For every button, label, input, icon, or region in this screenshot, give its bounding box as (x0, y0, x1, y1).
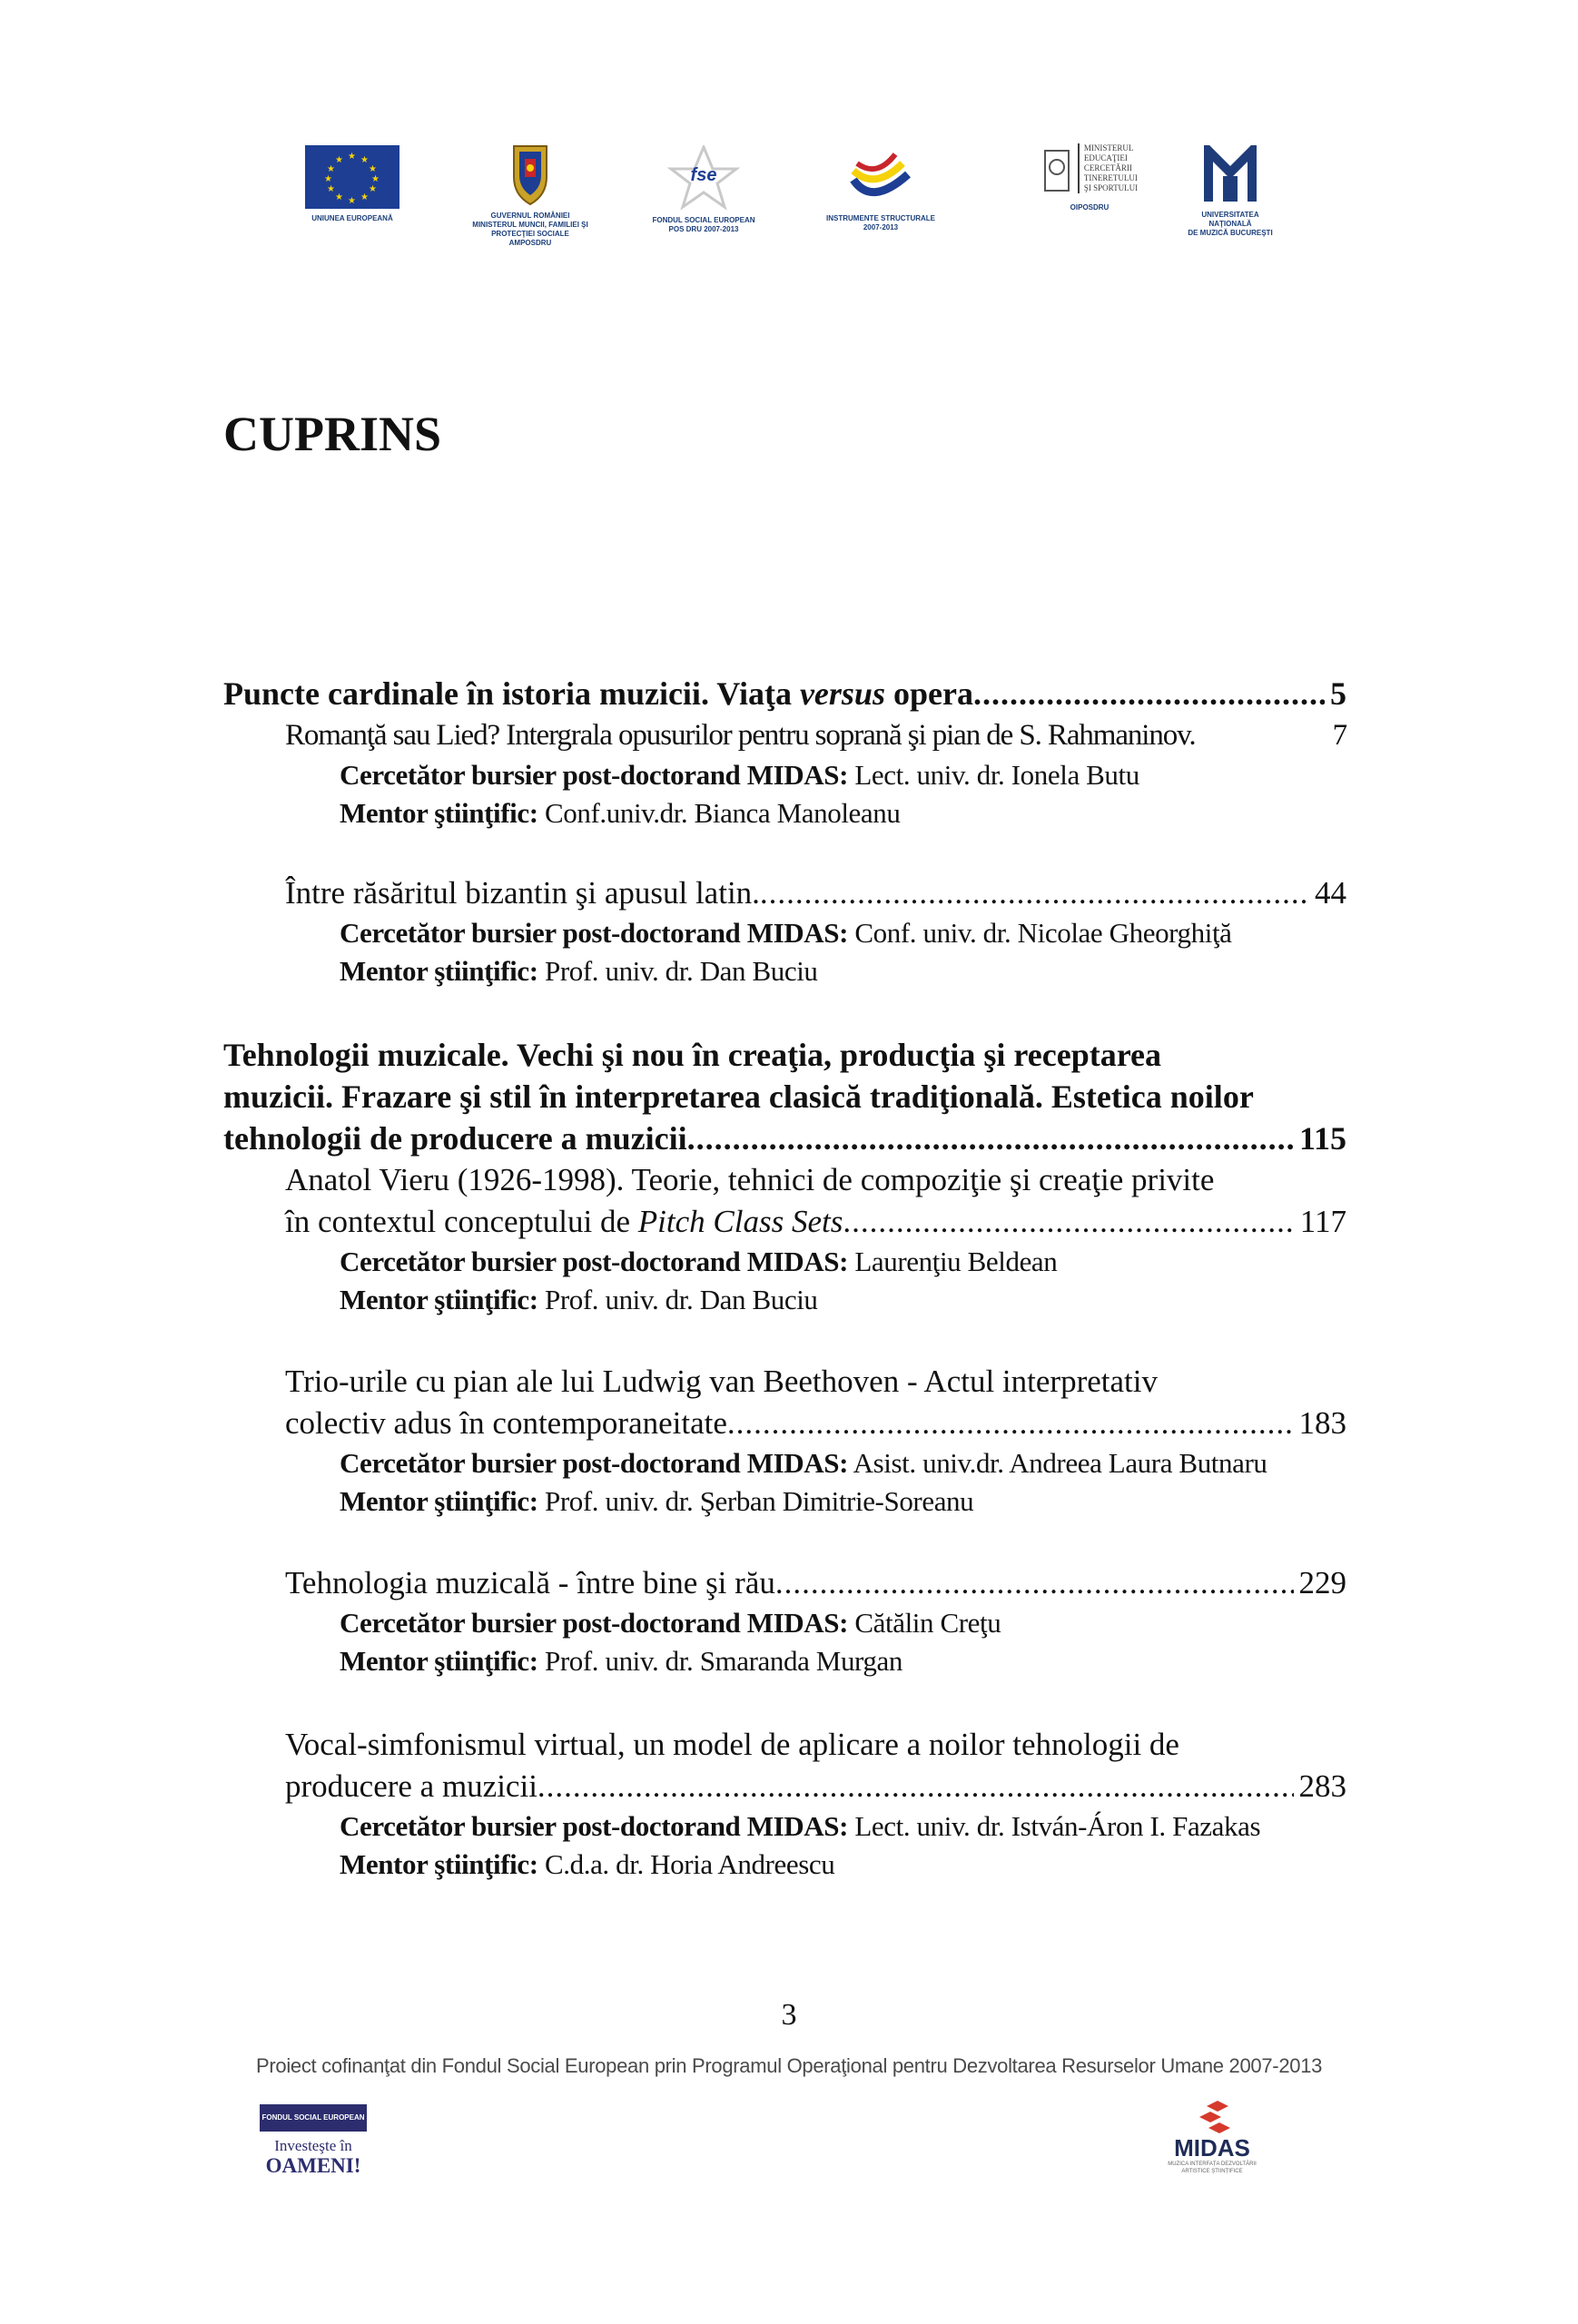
toc-leader-dots (538, 1767, 1294, 1807)
toc-entry-title: colectiv adus în contemporaneitate (285, 1405, 727, 1441)
ministry-education-logo-icon (1041, 143, 1072, 198)
toc-page-number: 183 (1298, 1405, 1346, 1441)
researcher-name: Lect. univ. dr. István-Áron I. Fazakas (848, 1810, 1261, 1842)
toc-leader-dots (727, 1403, 1294, 1443)
logo-caption: UNIUNEA EUROPEANĂ (311, 214, 393, 222)
fse-badge-line: Investeşte în (274, 2137, 352, 2154)
toc-mentor (340, 1643, 902, 1679)
toc-researcher (340, 757, 1139, 793)
toc-section-text: opera (884, 675, 973, 712)
toc-entry[interactable] (285, 1563, 1346, 1603)
toc-section-heading[interactable] (223, 1118, 1346, 1158)
logo-caption-line: 2007-2013 (863, 223, 899, 231)
logo-caption-line: GUVERNUL ROMÂNIEI (490, 212, 570, 220)
ministry-text-line: MINISTERUL (1083, 143, 1134, 153)
logo-eu (298, 145, 407, 223)
toc-entry[interactable] (285, 715, 1346, 755)
logo-fse (636, 145, 772, 234)
logo-caption-line: POS DRU 2007-2013 (668, 225, 739, 233)
fse-badge-line: OAMENI! (265, 2154, 361, 2177)
mentor-label: Mentor ştiinţific: (340, 797, 538, 829)
toc-leader-dots (973, 674, 1325, 714)
ministry-text-line: EDUCAŢIEI (1083, 153, 1128, 162)
toc-entry-title-line[interactable]: Vocal-simfonismul virtual, un model de aplicare a noilor tehnologii de (285, 1727, 1179, 1762)
toc-page-number: 5 (1330, 675, 1346, 712)
mentor-label: Mentor ştiinţific: (340, 1645, 538, 1677)
toc-researcher (340, 1808, 1260, 1845)
logo-caption-line: MINISTERUL MUNCII, FAMILIEI ŞI (472, 221, 588, 229)
toc-entry-title-line[interactable]: Trio-urile cu pian ale lui Ludwig van Beethoven - Actul interpretativ (285, 1364, 1158, 1399)
researcher-label: Cercetător bursier post-doctorand MIDAS: (340, 1246, 849, 1277)
midas-mark-icon (1185, 2099, 1239, 2135)
toc-entry-title: Tehnologia muzicală - între bine şi rău (285, 1565, 775, 1600)
mentor-name: C.d.a. dr. Horia Andreescu (538, 1848, 835, 1880)
mentor-label: Mentor ştiinţific: (340, 1848, 538, 1880)
midas-logo (1162, 2099, 1262, 2175)
researcher-label: Cercetător bursier post-doctorand MIDAS: (340, 1810, 849, 1842)
toc-mentor (340, 795, 900, 832)
mentor-name: Prof. univ. dr. Dan Buciu (538, 955, 818, 987)
toc-leader-dots (775, 1563, 1294, 1603)
toc-page-number: 115 (1298, 1120, 1346, 1157)
toc-page-number: 283 (1298, 1768, 1346, 1804)
logo-caption-line: AMPOSDRU (508, 239, 552, 247)
toc-researcher (340, 915, 1232, 951)
toc-section-text: tehnologii de producere a muzicii (223, 1120, 687, 1157)
mentor-name: Prof. univ. dr. Smaranda Murgan (538, 1645, 902, 1677)
fse-star-logo-icon (667, 145, 740, 211)
toc-page-number: 7 (1332, 719, 1346, 752)
toc-researcher (340, 1605, 1001, 1641)
toc-entry-title: în contextul conceptului de (285, 1204, 638, 1239)
fse-badge-bar: FONDUL SOCIAL EUROPEAN (260, 2104, 367, 2132)
ministry-text-line: ŞI SPORTULUI (1083, 183, 1139, 192)
toc-entry[interactable] (285, 1403, 1346, 1443)
toc-page-number: 229 (1298, 1565, 1346, 1600)
toc-mentor (340, 953, 818, 990)
toc-researcher (340, 1244, 1057, 1280)
toc-section-heading[interactable] (223, 674, 1346, 714)
toc-entry[interactable] (285, 1202, 1346, 1242)
toc-section-text: Puncte cardinale în istoria muzicii. Viaţa (223, 675, 800, 712)
toc-section-heading-line[interactable]: Tehnologii muzicale. Vechi şi nou în creaţia, producţia şi receptarea (223, 1037, 1162, 1073)
eu-flag-icon: ★ ★ ★ ★ ★ ★ ★ ★ ★ ★ ★ ★ (305, 145, 399, 209)
researcher-label: Cercetător bursier post-doctorand MIDAS: (340, 917, 849, 949)
toc-researcher (340, 1445, 1267, 1482)
toc-leader-dots (760, 873, 1309, 913)
page-number: 3 (781, 1998, 797, 2032)
toc-section-heading-line[interactable]: muzicii. Frazare şi stil în interpretarea clasică tradiţională. Estetica noilor (223, 1078, 1254, 1115)
toc-mentor (340, 1846, 834, 1883)
midas-subtitle: MUZICA INTERFAȚA DEZVOLTĂRII ARTISTICE ȘTIINȚIFICE (1168, 2162, 1257, 2174)
toc-mentor (340, 1483, 973, 1520)
researcher-label: Cercetător bursier post-doctorand MIDAS: (340, 1447, 849, 1479)
toc-entry-title: Romanţă sau Lied? Intergrala opusurilor pentru soprană şi pian de S. Rahmaninov. (285, 719, 1196, 752)
toc-entry-italic-text: Pitch Class Sets (637, 1204, 843, 1239)
logo-caption: OIPOSDRU (1070, 203, 1110, 212)
page-title: CUPRINS (223, 407, 442, 461)
mentor-name: Prof. univ. dr. Şerban Dimitrie-Soreanu (538, 1485, 974, 1517)
ministry-text-line: CERCETĂRII (1083, 163, 1132, 172)
fse-mark: fse (690, 165, 717, 185)
mentor-label: Mentor ştiinţific: (340, 955, 538, 987)
logo-romanian-government (449, 141, 612, 248)
toc-entry[interactable] (285, 1767, 1346, 1807)
researcher-name: Asist. univ.dr. Andreea Laura Butnaru (848, 1447, 1267, 1479)
fse-badge-logo-icon (260, 2104, 367, 2177)
logo-caption-line: INSTRUMENTE STRUCTURALE (826, 214, 935, 222)
romanian-government-crest-icon (507, 141, 554, 206)
toc-leader-dots (687, 1118, 1294, 1158)
mentor-label: Mentor ştiinţific: (340, 1485, 538, 1517)
midas-wordmark: MIDAS (1174, 2134, 1250, 2162)
toc-entry-title: Între răsăritul bizantin şi apusul latin. (285, 875, 760, 911)
toc-page-number: 44 (1315, 875, 1346, 911)
researcher-label: Cercetător bursier post-doctorand MIDAS: (340, 759, 849, 791)
toc-entry-title-line[interactable]: Anatol Vieru (1926-1998). Teorie, tehnici de compoziţie şi creaţie privite (285, 1162, 1215, 1197)
toc-entry-title: producere a muzicii (285, 1768, 538, 1804)
researcher-name: Conf. univ. dr. Nicolae Gheorghiţă (848, 917, 1232, 949)
logo-caption-line: FONDUL SOCIAL EUROPEAN (652, 216, 755, 224)
logo-caption-line: PROTECŢIEI SOCIALE (491, 230, 569, 238)
researcher-name: Lect. univ. dr. Ionela Butu (848, 759, 1139, 791)
toc-entry[interactable] (285, 873, 1346, 913)
toc-page-number: 117 (1299, 1204, 1346, 1239)
researcher-name: Cătălin Creţu (848, 1607, 1001, 1639)
toc-section-italic-text: versus (799, 675, 885, 712)
ministry-text-line: TINERETULUI (1083, 173, 1138, 182)
logo-unmb (1180, 145, 1280, 238)
unmb-logo-icon (1203, 145, 1257, 205)
mentor-name: Prof. univ. dr. Dan Buciu (538, 1284, 818, 1315)
researcher-label: Cercetător bursier post-doctorand MIDAS: (340, 1607, 849, 1639)
toc-mentor (340, 1282, 818, 1318)
logo-caption-line: DE MUZICĂ BUCUREŞTI (1188, 229, 1273, 237)
mentor-name: Conf.univ.dr. Bianca Manoleanu (538, 797, 901, 829)
researcher-name: Laurenţiu Beldean (848, 1246, 1058, 1277)
logo-caption-line: UNIVERSITATEA NAŢIONALĂ (1201, 211, 1259, 228)
logo-instrumente-structurale (817, 143, 944, 232)
instrumente-structurale-logo-icon (844, 143, 917, 209)
cofinancing-note: Proiect cofinanţat din Fondul Social European prin Programul Operaţional pentru Dezvoltarea Resurselor Umane 2007-2013 (256, 2054, 1323, 2077)
mentor-label: Mentor ştiinţific: (340, 1284, 538, 1315)
toc-leader-dots (843, 1202, 1294, 1242)
logo-ministry-education (1026, 143, 1153, 212)
